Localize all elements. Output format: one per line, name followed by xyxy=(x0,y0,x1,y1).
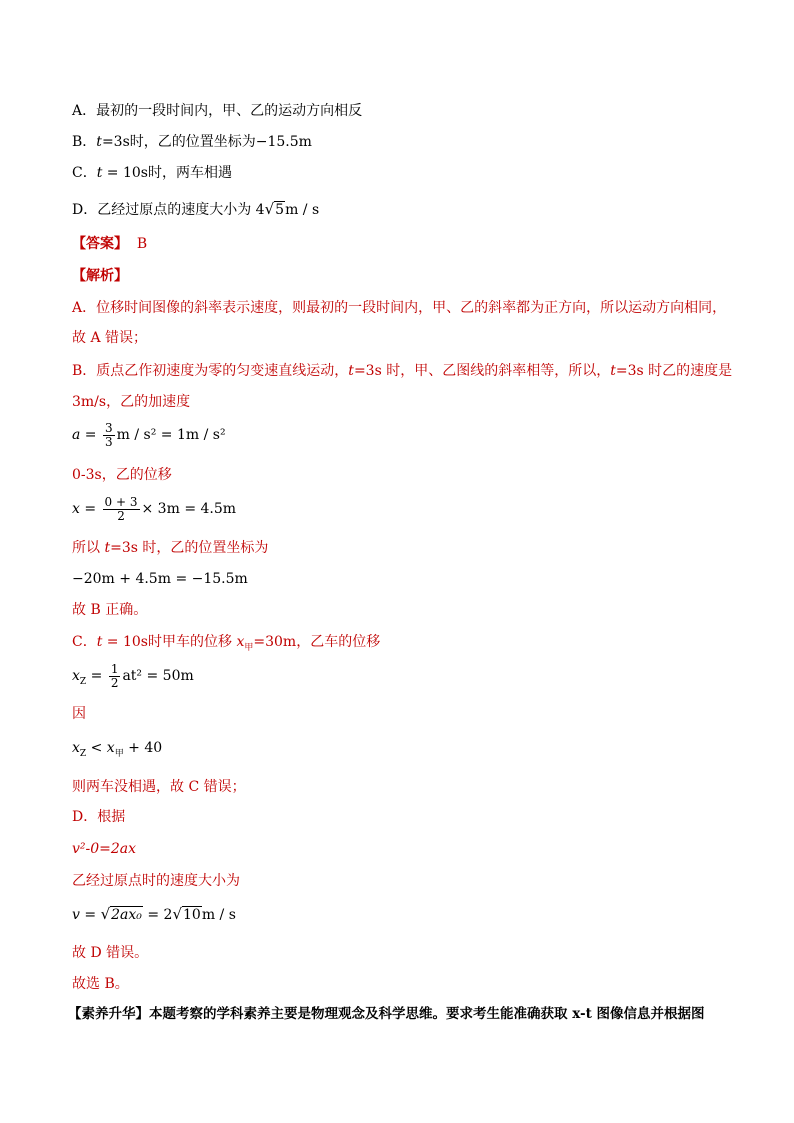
analysis-b-line1: B．质点乙作初速度为零的匀变速直线运动，t=3s 时，甲、乙图线的斜率相等，所以，t=3s 时乙的速度是 xyxy=(72,363,733,379)
analysis-label: 【解析】 xyxy=(72,268,128,284)
analysis-a-line2: 故 A 错误； xyxy=(72,330,148,346)
analysis-d-line1: D．根据 xyxy=(72,809,126,825)
equation-compare: $x_Z < x_甲 + 40$ xyxy=(72,740,163,759)
analysis-c-line1: C．t = 10s时甲车的位移 $x_甲=30m$，乙车的位移 xyxy=(72,634,381,653)
analysis-d-conclusion: 故 D 错误。 xyxy=(72,945,149,961)
analysis-b-conclusion: 故 B 正确。 xyxy=(72,602,148,618)
literacy-note: 【素养升华】本题考察的学科素养主要是物理观念及科学思维。要求考生能准确获取 x-t 图像信息并根据图 xyxy=(68,1006,705,1022)
analysis-a-line1: A．位移时间图像的斜率表示速度，则最初的一段时间内，甲、乙的斜率都为正方向，所以运动方向相同， xyxy=(72,300,727,316)
option-a: A．最初的一段时间内，甲、乙的运动方向相反 xyxy=(72,103,363,119)
analysis-c-because: 因 xyxy=(72,706,86,722)
fraction: $\frac{1}{2}$ xyxy=(110,661,119,690)
analysis-b-line4: 所以 t=3s 时，乙的位置坐标为 xyxy=(72,540,269,556)
equation-displacement: x = $\frac{0 + 3}{2}$ × 3m = 4.5m xyxy=(72,494,237,523)
option-d: D．乙经过原点的速度大小为 4√5m / s xyxy=(72,200,320,218)
analysis-b-line3: 0-3s，乙的位移 xyxy=(72,467,172,483)
analysis-c-conclusion: 则两车没相遇，故 C 错误； xyxy=(72,779,246,795)
equation-velocity: v = √2ax₀ = 2√10m / s xyxy=(72,905,236,923)
option-c: C．t = 10s时，两车相遇 xyxy=(72,165,232,181)
fraction: $\frac{3}{3}$ xyxy=(105,420,113,449)
final-answer: 故选 B。 xyxy=(72,976,129,992)
equation-velocity-squared: v²-0=2ax xyxy=(72,841,137,857)
analysis-b-line2: 3m/s，乙的加速度 xyxy=(72,394,191,410)
answer-line: 【答案】 B xyxy=(72,236,148,252)
fraction: $\frac{0 + 3}{2}$ xyxy=(104,494,138,523)
analysis-d-line2: 乙经过原点时的速度大小为 xyxy=(72,873,240,889)
equation-position: −20m + 4.5m = −15.5m xyxy=(72,571,248,587)
option-b: B．t=3s时，乙的位置坐标为−15.5m xyxy=(72,134,312,150)
equation-acceleration: a = $\frac{3}{3}$ m / s² = 1m / s² xyxy=(72,420,226,449)
equation-displacement-b: $x_Z$ = $\frac{1}{2}$ at² = 50m xyxy=(72,661,194,690)
